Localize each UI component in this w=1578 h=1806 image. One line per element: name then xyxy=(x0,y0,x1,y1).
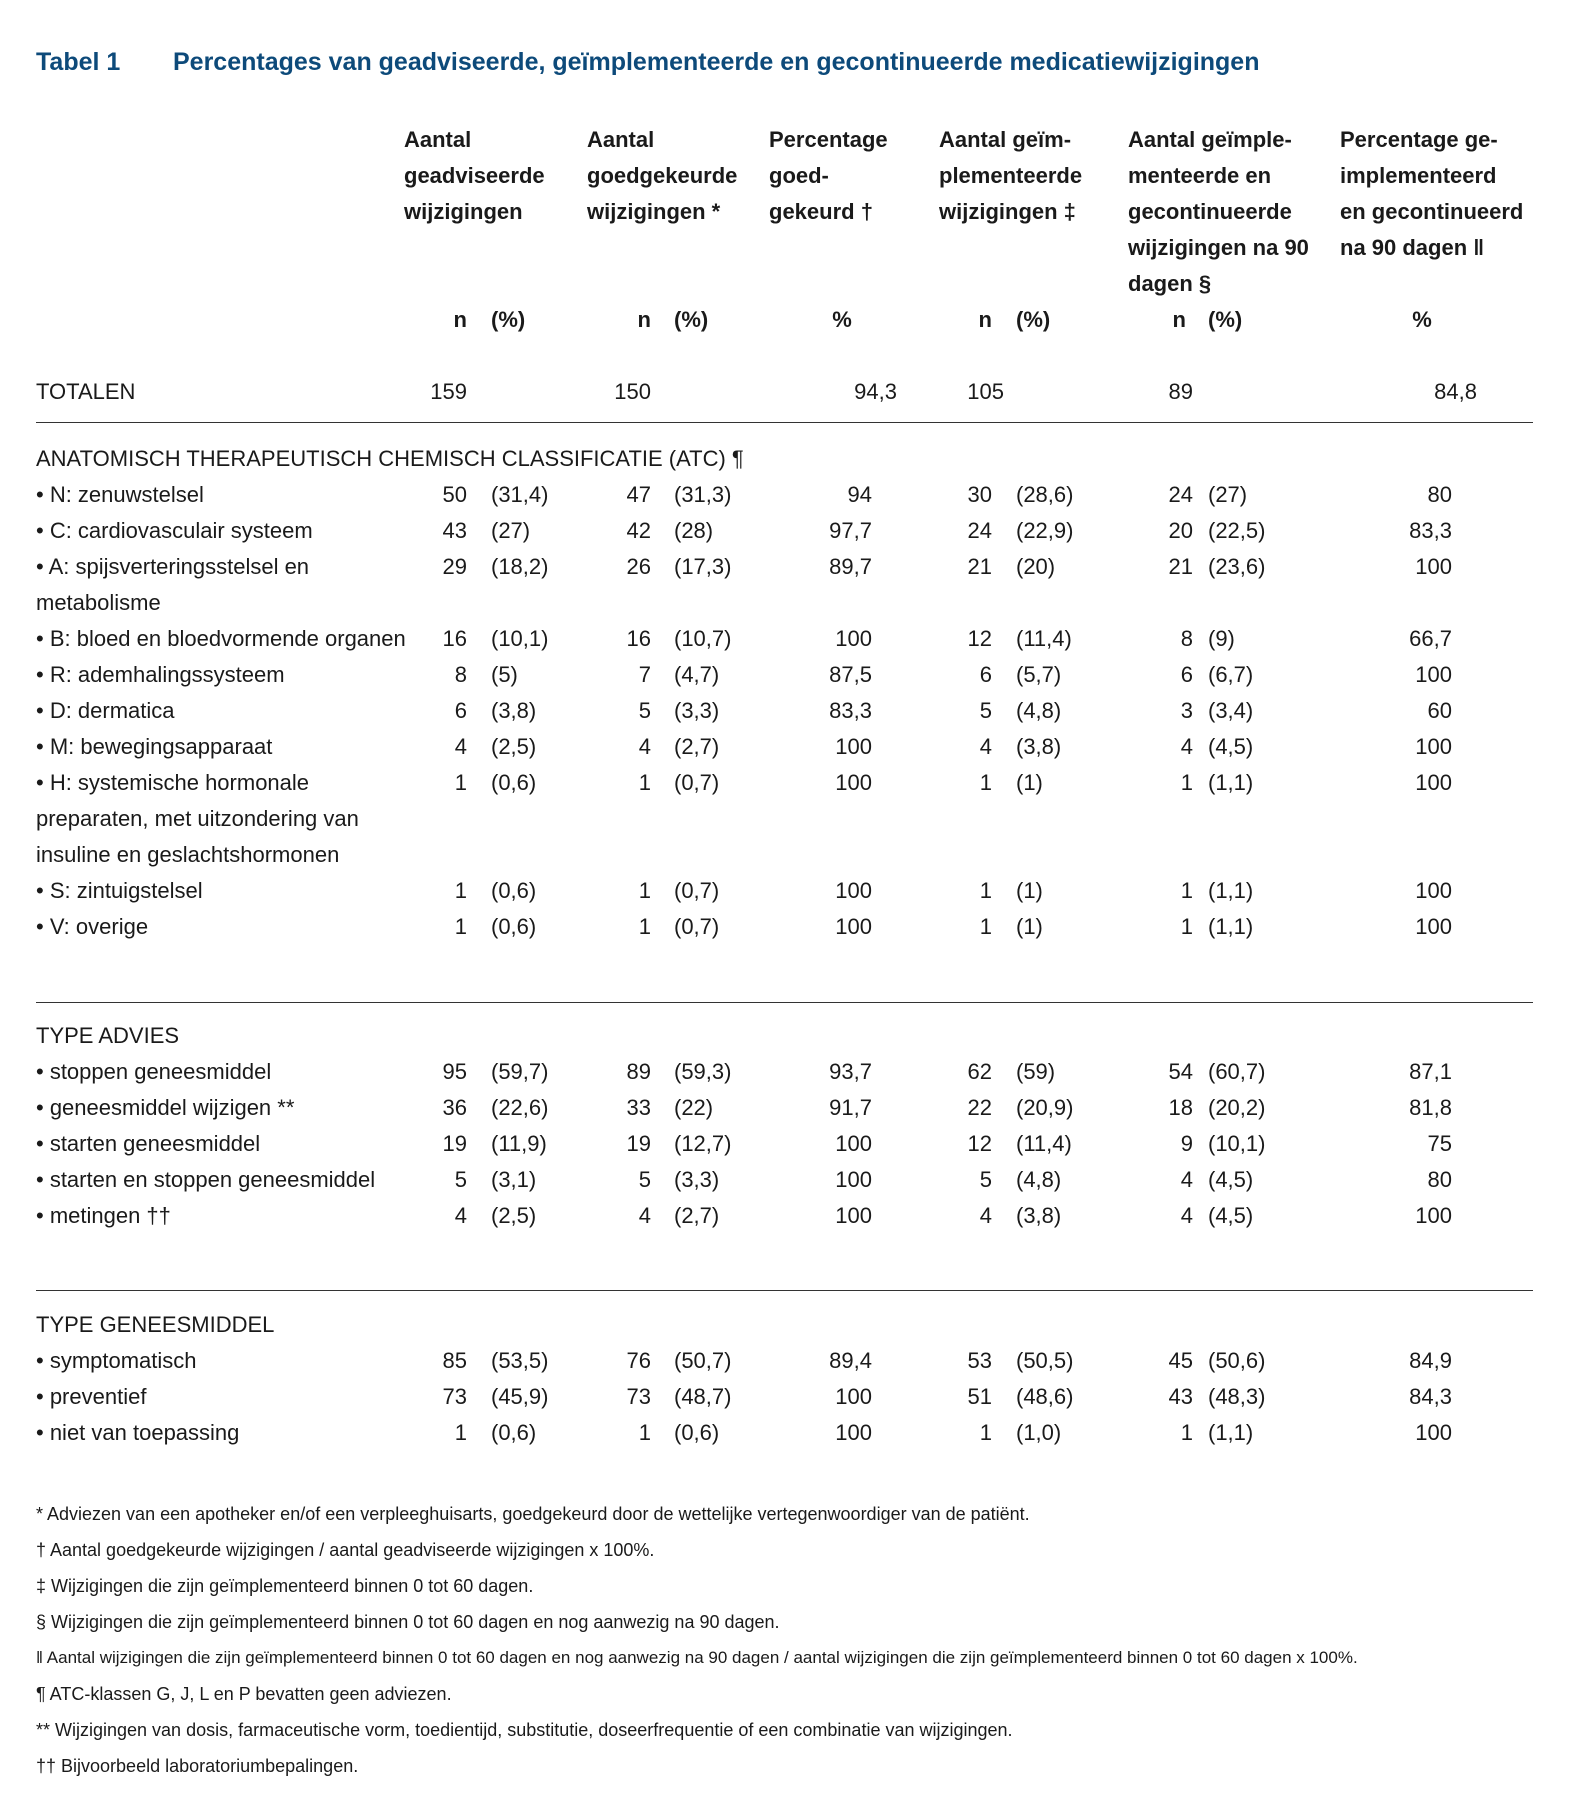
cell-value: (0,6) xyxy=(674,1420,720,1445)
cell-value: (6,7) xyxy=(1208,662,1254,687)
cell-value: 83,3 xyxy=(829,698,872,723)
cell-value: (3,1) xyxy=(491,1167,537,1192)
footnote: ‡ Wijzigingen die zijn geïmplementeerd binnen 0 tot 60 dagen. xyxy=(36,1576,534,1596)
cell-value: (23,6) xyxy=(1208,554,1266,579)
cell-value: 5 xyxy=(638,698,651,723)
row-label: • B: bloed en bloedvormende organen xyxy=(36,626,406,651)
cell-value: 5 xyxy=(638,1167,651,1192)
cell-value: 7 xyxy=(638,662,651,687)
cell-value: (59) xyxy=(1016,1059,1056,1084)
row-label: • starten geneesmiddel xyxy=(36,1131,261,1156)
footnote: † Aantal goedgekeurde wijzigingen / aantal geadviseerde wijzigingen x 100%. xyxy=(36,1540,655,1560)
cell-value: (17,3) xyxy=(674,554,732,579)
cell-value: (4,5) xyxy=(1208,734,1254,759)
totals-value: 84,8 xyxy=(1434,379,1477,404)
cell-value: (4,5) xyxy=(1208,1203,1254,1228)
footnote: * Adviezen van een apotheker en/of een verpleeghuisarts, goedgekeurd door de wettelijke vertegenwoordiger van de patiënt. xyxy=(36,1504,1030,1524)
cell-value: (11,4) xyxy=(1016,1131,1072,1156)
cell-value: 97,7 xyxy=(829,518,872,543)
cell-value: (4,7) xyxy=(674,662,720,687)
cell-value: 4 xyxy=(979,734,992,759)
cell-value: (22,6) xyxy=(491,1095,549,1120)
cell-value: 60 xyxy=(1427,698,1452,723)
cell-value: (60,7) xyxy=(1208,1059,1266,1084)
cell-value: 9 xyxy=(1180,1131,1193,1156)
cell-value: (59,3) xyxy=(674,1059,732,1084)
cell-value: (0,7) xyxy=(674,770,720,795)
cell-value: 12 xyxy=(967,1131,992,1156)
cell-value: 100 xyxy=(835,1131,872,1156)
cell-value: 1 xyxy=(1180,878,1193,903)
cell-value: 80 xyxy=(1427,482,1452,507)
cell-value: (4,8) xyxy=(1016,1167,1062,1192)
cell-value: 95 xyxy=(442,1059,467,1084)
cell-value: 1 xyxy=(638,770,651,795)
cell-value: (9) xyxy=(1208,626,1235,651)
cell-value: 51 xyxy=(967,1384,992,1409)
row-label: • V: overige xyxy=(36,914,149,939)
footnote: ‖ Aantal wijzigingen die zijn geïmplementeerd binnen 0 tot 60 dagen en nog aanwezig na 90 dagen / aantal wijzigingen die zijn geïmplementeerd binnen 0 tot 60 dagen x 100%. xyxy=(36,1648,1358,1667)
cell-value: 12 xyxy=(967,626,992,651)
cell-value: 4 xyxy=(454,1203,467,1228)
cell-value: 93,7 xyxy=(829,1059,872,1084)
cell-value: 4 xyxy=(1180,1203,1193,1228)
section-divider xyxy=(36,1290,1533,1291)
cell-value: 87,1 xyxy=(1409,1059,1452,1084)
cell-value: 4 xyxy=(979,1203,992,1228)
totals-value: 89 xyxy=(1168,379,1193,404)
cell-value: (11,9) xyxy=(491,1131,547,1156)
cell-value: (48,3) xyxy=(1208,1384,1266,1409)
row-label: • S: zintuigstelsel xyxy=(36,878,203,903)
column-header: Aantal geïm- plementeerde wijzigingen ‡ xyxy=(939,127,1083,224)
cell-value: (0,6) xyxy=(491,770,537,795)
row-label: • A: spijsverteringsstelsel en metabolisme xyxy=(36,554,310,615)
totals-value: 159 xyxy=(430,379,467,404)
cell-value: 19 xyxy=(442,1131,467,1156)
cell-value: 5 xyxy=(979,698,992,723)
column-header: Aantal geadviseerde wijzigingen xyxy=(404,127,545,224)
table-title: Percentages van geadviseerde, geïmplementeerde en gecontinueerde medicatiewijzigingen xyxy=(173,48,1260,76)
row-label: • stoppen geneesmiddel xyxy=(36,1059,272,1084)
cell-value: 1 xyxy=(454,770,467,795)
row-label: • H: systemische hormonale preparaten, met uitzondering van insuline en geslachtshormonen xyxy=(36,770,359,867)
cell-value: (27) xyxy=(491,518,531,543)
cell-value: 30 xyxy=(967,482,992,507)
cell-value: 16 xyxy=(626,626,651,651)
cell-value: (2,7) xyxy=(674,1203,720,1228)
cell-value: (59,7) xyxy=(491,1059,549,1084)
row-label: • M: bewegingsapparaat xyxy=(36,734,273,759)
cell-value: (18,2) xyxy=(491,554,549,579)
cell-value: 4 xyxy=(454,734,467,759)
cell-value: 6 xyxy=(979,662,992,687)
cell-value: (3,4) xyxy=(1208,698,1254,723)
cell-value: 81,8 xyxy=(1409,1095,1452,1120)
cell-value: 1 xyxy=(638,878,651,903)
cell-value: (3,3) xyxy=(674,1167,720,1192)
cell-value: 66,7 xyxy=(1409,626,1452,651)
cell-value: 24 xyxy=(1168,482,1193,507)
cell-value: (5) xyxy=(491,662,518,687)
cell-value: 45 xyxy=(1168,1348,1193,1373)
cell-value: (12,7) xyxy=(674,1131,732,1156)
cell-value: (20,2) xyxy=(1208,1095,1266,1120)
cell-value: 91,7 xyxy=(829,1095,872,1120)
cell-value: (28) xyxy=(674,518,714,543)
cell-value: 1 xyxy=(454,1420,467,1445)
cell-value: 100 xyxy=(835,914,872,939)
totals-value: 105 xyxy=(967,379,1004,404)
cell-value: (2,7) xyxy=(674,734,720,759)
cell-value: 1 xyxy=(979,770,992,795)
column-header: Aantal geïmple- menteerde en gecontinueerde wijzigingen na 90 dagen § xyxy=(1128,127,1309,296)
row-label: • metingen †† xyxy=(36,1203,171,1228)
cell-value: (27) xyxy=(1208,482,1248,507)
cell-value: 100 xyxy=(835,1203,872,1228)
cell-value: 1 xyxy=(979,914,992,939)
cell-value: 73 xyxy=(442,1384,467,1409)
column-subheader: % xyxy=(1412,307,1432,332)
cell-value: (20) xyxy=(1016,554,1056,579)
cell-value: 54 xyxy=(1168,1059,1193,1084)
cell-value: 22 xyxy=(967,1095,992,1120)
cell-value: 100 xyxy=(1415,770,1452,795)
cell-value: 8 xyxy=(454,662,467,687)
cell-value: 100 xyxy=(835,626,872,651)
cell-value: (5,7) xyxy=(1016,662,1062,687)
column-header: Percentage goed- gekeurd † xyxy=(769,127,888,224)
cell-value: (3,8) xyxy=(1016,734,1062,759)
cell-value: 84,9 xyxy=(1409,1348,1452,1373)
cell-value: (0,6) xyxy=(491,1420,537,1445)
cell-value: (50,7) xyxy=(674,1348,732,1373)
row-label: • symptomatisch xyxy=(36,1348,197,1373)
totals-value: 150 xyxy=(614,379,651,404)
cell-value: (20,9) xyxy=(1016,1095,1074,1120)
section-divider xyxy=(36,1002,1533,1003)
row-label: • geneesmiddel wijzigen ** xyxy=(36,1095,295,1120)
cell-value: (50,6) xyxy=(1208,1348,1266,1373)
cell-value: (1,1) xyxy=(1208,878,1254,903)
cell-value: 1 xyxy=(1180,914,1193,939)
row-label: • niet van toepassing xyxy=(36,1420,240,1445)
cell-value: (10,1) xyxy=(491,626,549,651)
cell-value: 100 xyxy=(1415,878,1452,903)
cell-value: 6 xyxy=(454,698,467,723)
cell-value: 100 xyxy=(835,1384,872,1409)
cell-value: 73 xyxy=(626,1384,651,1409)
section-title: TYPE GENEESMIDDEL xyxy=(36,1312,275,1337)
cell-value: 21 xyxy=(967,554,992,579)
row-label: • starten en stoppen geneesmiddel xyxy=(36,1167,376,1192)
cell-value: 3 xyxy=(1180,698,1193,723)
row-label: • R: ademhalingssysteem xyxy=(36,662,285,687)
cell-value: (1,1) xyxy=(1208,1420,1254,1445)
cell-value: 89,4 xyxy=(829,1348,872,1373)
cell-value: 100 xyxy=(1415,734,1452,759)
cell-value: 1 xyxy=(454,878,467,903)
cell-value: 6 xyxy=(1180,662,1193,687)
cell-value: 1 xyxy=(1180,770,1193,795)
cell-value: 100 xyxy=(1415,662,1452,687)
cell-value: (31,3) xyxy=(674,482,732,507)
cell-value: 5 xyxy=(979,1167,992,1192)
row-label: • D: dermatica xyxy=(36,698,175,723)
column-header: Percentage ge- implementeerd en gecontinueerd na 90 dagen ‖ xyxy=(1340,127,1524,260)
cell-value: 43 xyxy=(442,518,467,543)
cell-value: (22) xyxy=(674,1095,714,1120)
cell-value: (3,8) xyxy=(1016,1203,1062,1228)
cell-value: (11,4) xyxy=(1016,626,1072,651)
cell-value: 18 xyxy=(1168,1095,1193,1120)
cell-value: 1 xyxy=(1180,1420,1193,1445)
cell-value: (2,5) xyxy=(491,1203,537,1228)
cell-value: 1 xyxy=(979,1420,992,1445)
cell-value: 53 xyxy=(967,1348,992,1373)
cell-value: (0,6) xyxy=(491,914,537,939)
cell-value: 89,7 xyxy=(829,554,872,579)
cell-value: (45,9) xyxy=(491,1384,549,1409)
cell-value: 29 xyxy=(442,554,467,579)
cell-value: 1 xyxy=(638,914,651,939)
cell-value: (3,3) xyxy=(674,698,720,723)
cell-value: (1) xyxy=(1016,914,1043,939)
cell-value: (4,8) xyxy=(1016,698,1062,723)
cell-value: (48,6) xyxy=(1016,1384,1074,1409)
column-subheader: (%) xyxy=(674,307,709,332)
cell-value: 43 xyxy=(1168,1384,1193,1409)
cell-value: 8 xyxy=(1180,626,1193,651)
cell-value: 100 xyxy=(835,770,872,795)
cell-value: 83,3 xyxy=(1409,518,1452,543)
column-subheader: n xyxy=(1172,307,1186,332)
totals-label: TOTALEN xyxy=(36,379,136,404)
cell-value: (22,5) xyxy=(1208,518,1266,543)
cell-value: 87,5 xyxy=(829,662,872,687)
cell-value: 20 xyxy=(1168,518,1193,543)
footnote: ¶ ATC-klassen G, J, L en P bevatten geen adviezen. xyxy=(36,1684,452,1704)
table-title-block xyxy=(36,48,1260,77)
cell-value: 84,3 xyxy=(1409,1384,1452,1409)
section-title: ANATOMISCH THERAPEUTISCH CHEMISCH CLASSIFICATIE (ATC) ¶ xyxy=(36,446,744,471)
cell-value: 100 xyxy=(835,1420,872,1445)
cell-value: (1,0) xyxy=(1016,1420,1062,1445)
cell-value: 36 xyxy=(442,1095,467,1120)
cell-value: 85 xyxy=(442,1348,467,1373)
cell-value: 21 xyxy=(1168,554,1193,579)
row-label: • N: zenuwstelsel xyxy=(36,482,204,507)
cell-value: (3,8) xyxy=(491,698,537,723)
cell-value: 94 xyxy=(847,482,872,507)
column-header: Aantal goedgekeurde wijzigingen * xyxy=(587,127,738,224)
table-label: Tabel 1 xyxy=(36,48,121,76)
cell-value: 62 xyxy=(967,1059,992,1084)
cell-value: (10,7) xyxy=(674,626,732,651)
cell-value: 19 xyxy=(626,1131,651,1156)
cell-value: 100 xyxy=(835,1167,872,1192)
footnote: § Wijzigingen die zijn geïmplementeerd binnen 0 tot 60 dagen en nog aanwezig na 90 dagen. xyxy=(36,1612,780,1632)
cell-value: 100 xyxy=(835,878,872,903)
row-label: • preventief xyxy=(36,1384,147,1409)
cell-value: (10,1) xyxy=(1208,1131,1266,1156)
cell-value: 100 xyxy=(835,734,872,759)
cell-value: (0,6) xyxy=(491,878,537,903)
cell-value: 89 xyxy=(626,1059,651,1084)
cell-value: 16 xyxy=(442,626,467,651)
cell-value: (48,7) xyxy=(674,1384,732,1409)
cell-value: 4 xyxy=(1180,734,1193,759)
cell-value: (1) xyxy=(1016,770,1043,795)
cell-value: (50,5) xyxy=(1016,1348,1074,1373)
cell-value: (31,4) xyxy=(491,482,549,507)
section-divider xyxy=(36,422,1533,423)
section-title: TYPE ADVIES xyxy=(36,1023,180,1048)
cell-value: (1) xyxy=(1016,878,1043,903)
cell-value: (4,5) xyxy=(1208,1167,1254,1192)
cell-value: 75 xyxy=(1427,1131,1452,1156)
cell-value: 47 xyxy=(626,482,651,507)
cell-value: (0,7) xyxy=(674,878,720,903)
column-subheader: n xyxy=(978,307,992,332)
cell-value: 80 xyxy=(1427,1167,1452,1192)
cell-value: 4 xyxy=(1180,1167,1193,1192)
cell-value: (0,7) xyxy=(674,914,720,939)
footnote: ** Wijzigingen van dosis, farmaceutische vorm, toedientijd, substitutie, doseerfrequentie of een combinatie van wijzigingen. xyxy=(36,1720,1013,1740)
column-subheader: (%) xyxy=(1208,307,1243,332)
cell-value: 100 xyxy=(1415,1203,1452,1228)
cell-value: 4 xyxy=(638,1203,651,1228)
cell-value: 76 xyxy=(626,1348,651,1373)
cell-value: 50 xyxy=(442,482,467,507)
cell-value: (28,6) xyxy=(1016,482,1074,507)
cell-value: (1,1) xyxy=(1208,914,1254,939)
cell-value: (1,1) xyxy=(1208,770,1254,795)
footnote: †† Bijvoorbeeld laboratoriumbepalingen. xyxy=(36,1756,359,1776)
cell-value: (53,5) xyxy=(491,1348,549,1373)
column-subheader: (%) xyxy=(491,307,526,332)
cell-value: 4 xyxy=(638,734,651,759)
cell-value: 100 xyxy=(1415,914,1452,939)
cell-value: 1 xyxy=(454,914,467,939)
cell-value: 100 xyxy=(1415,1420,1452,1445)
cell-value: (22,9) xyxy=(1016,518,1074,543)
cell-value: 26 xyxy=(626,554,651,579)
cell-value: 33 xyxy=(626,1095,651,1120)
column-subheader: n xyxy=(453,307,467,332)
cell-value: 1 xyxy=(638,1420,651,1445)
cell-value: 100 xyxy=(1415,554,1452,579)
cell-value: (2,5) xyxy=(491,734,537,759)
column-subheader: % xyxy=(832,307,852,332)
cell-value: 42 xyxy=(626,518,651,543)
cell-value: 1 xyxy=(979,878,992,903)
column-subheader: n xyxy=(637,307,651,332)
cell-value: 24 xyxy=(967,518,992,543)
column-subheader: (%) xyxy=(1016,307,1051,332)
totals-value: 94,3 xyxy=(854,379,897,404)
cell-value: 5 xyxy=(454,1167,467,1192)
row-label: • C: cardiovasculair systeem xyxy=(36,518,313,543)
